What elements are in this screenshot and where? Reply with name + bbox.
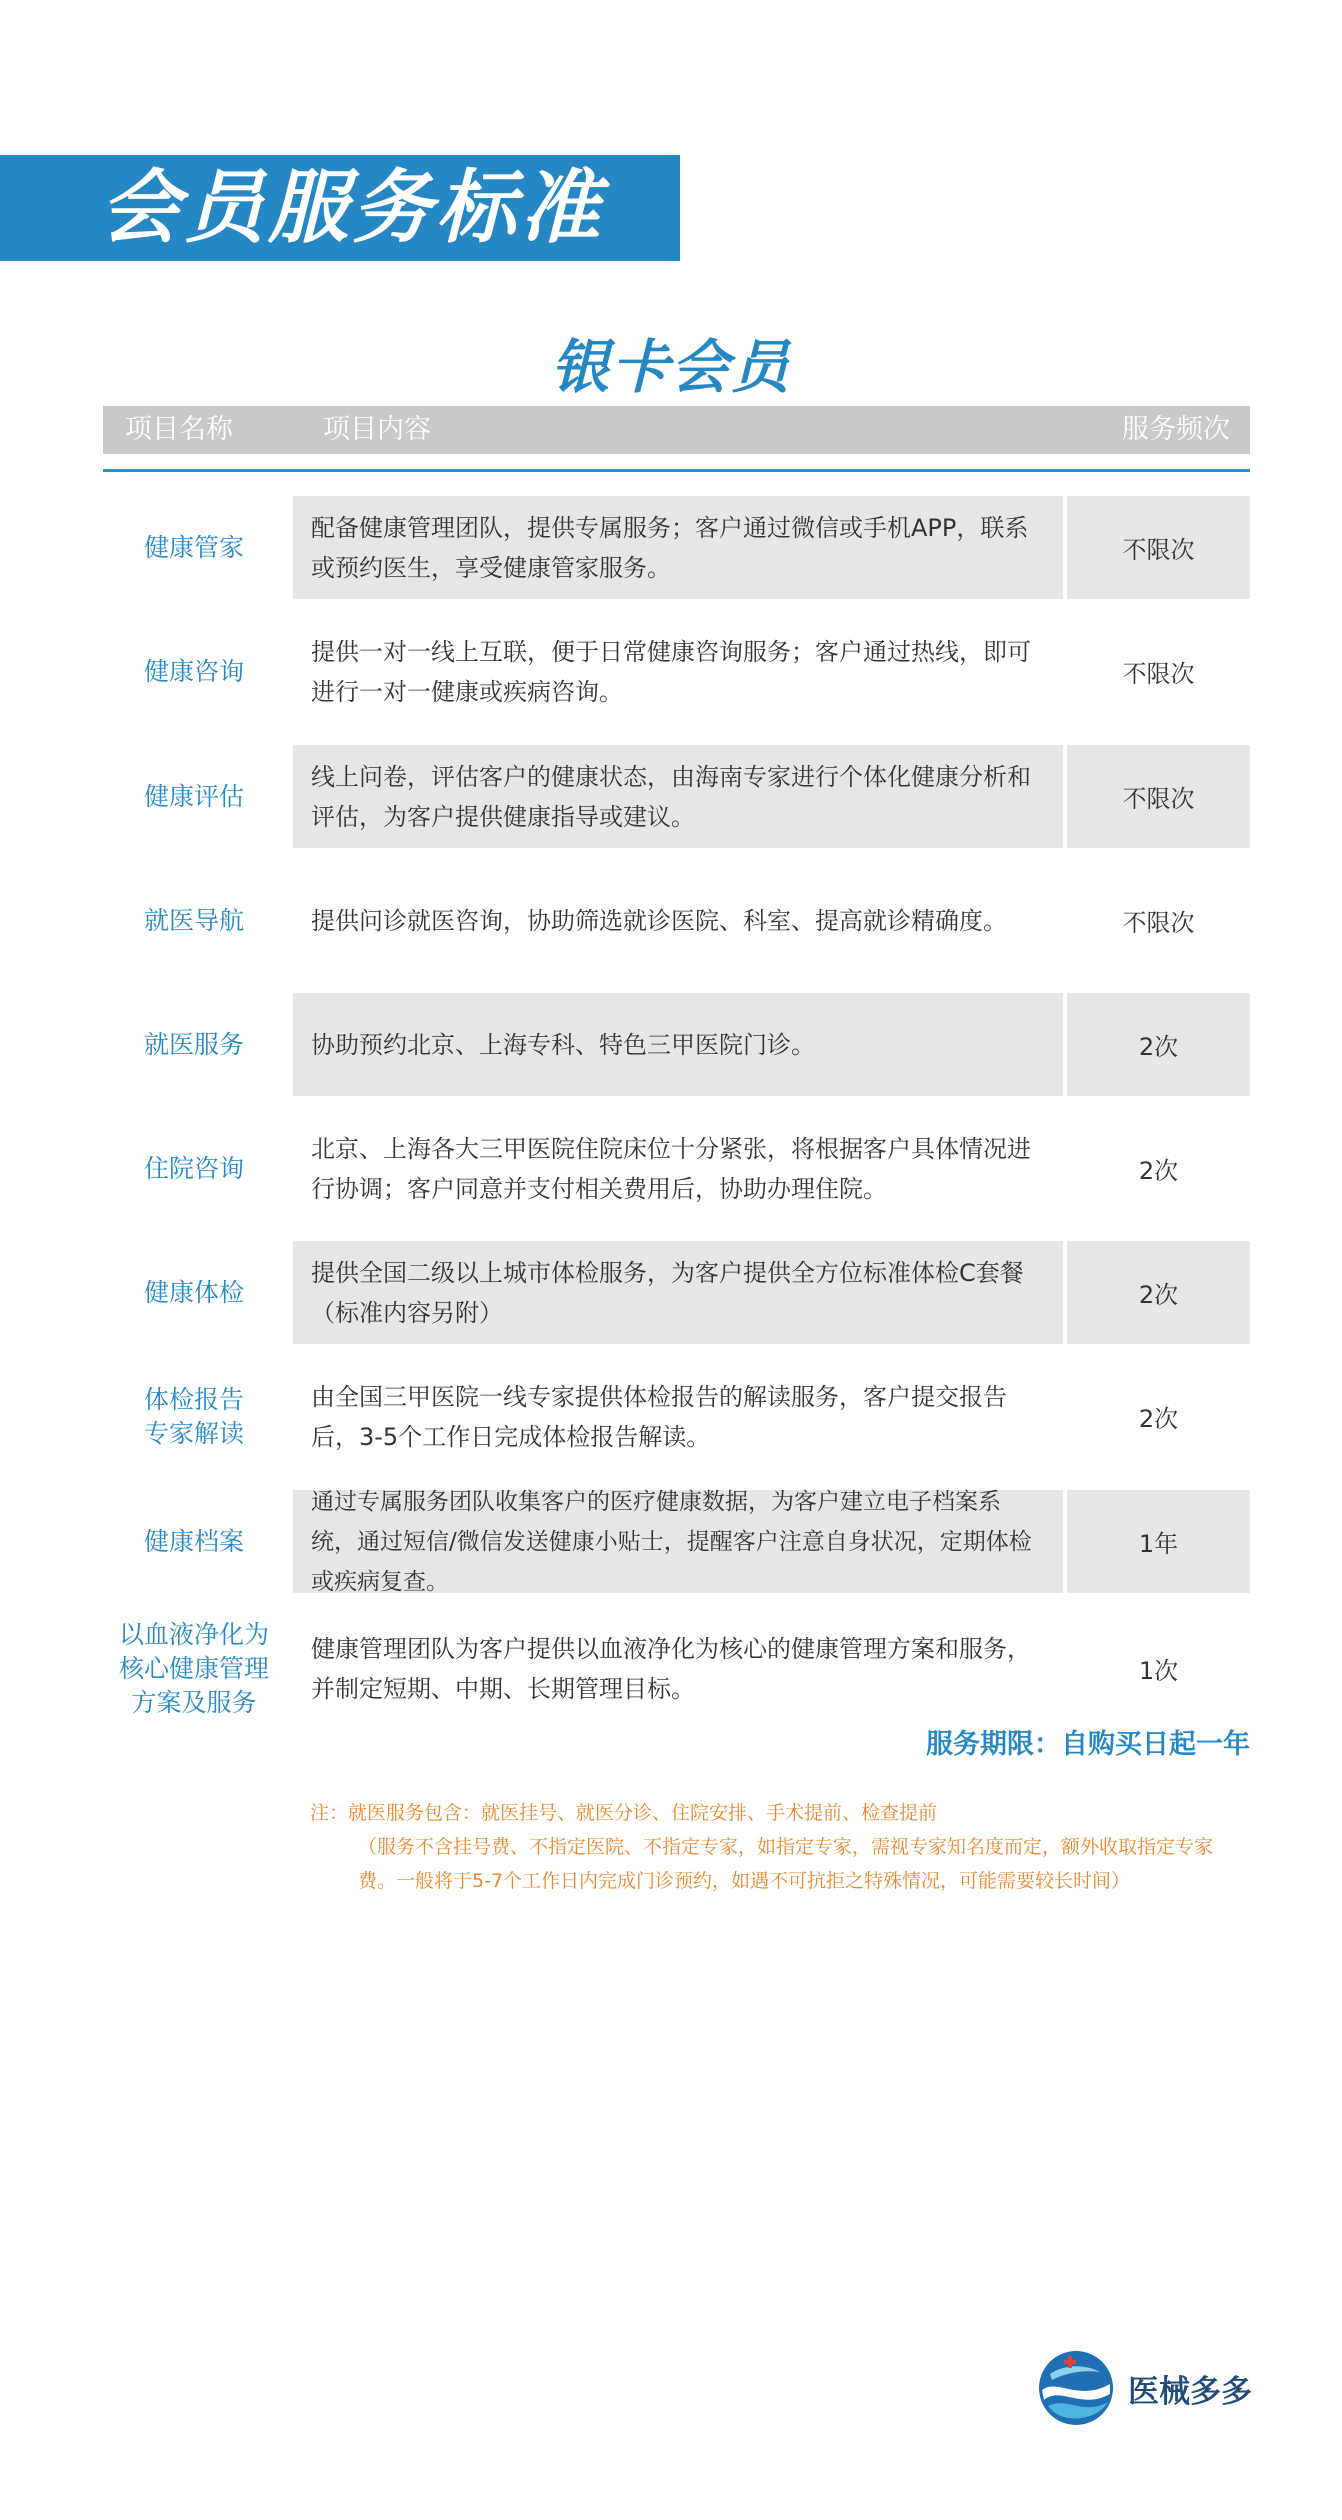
table-row — [0, 620, 1342, 723]
logo-mark-icon — [1038, 2350, 1114, 2426]
row-name: 健康档案 — [143, 1526, 244, 1556]
brand-logo — [1038, 2350, 1252, 2426]
row-frequency: 1年 — [1067, 1490, 1250, 1593]
row-name: 健康咨询 — [143, 656, 244, 686]
row-frequency: 2次 — [1138, 1157, 1179, 1185]
row-frequency: 2次 — [1138, 1405, 1179, 1433]
footnote — [310, 1796, 1250, 1898]
table-row — [0, 1241, 1342, 1344]
table-row — [0, 1490, 1342, 1593]
row-frequency: 2次 — [1067, 993, 1250, 1096]
table-row — [0, 1365, 1342, 1468]
footnote-line-1: 注：就医服务包含：就医挂号、就医分诊、住院安排、手术提前、检查提前 — [310, 1802, 938, 1824]
table-row — [0, 745, 1342, 848]
header-frequency: 服务频次 — [1122, 414, 1230, 445]
row-content: 通过专属服务团队收集客户的医疗健康数据，为客户建立电子档案系统，通过短信/微信发送健康小贴士，提醒客户注意自身状况，定期体检或疾病复查。 — [293, 1490, 1063, 1593]
service-deadline: 服务期限：自购买日起一年 — [926, 1729, 1250, 1760]
row-frequency: 2次 — [1067, 1241, 1250, 1344]
footnote-line-2: （服务不含挂号费、不指定医院、不指定专家，如指定专家，需视专家知名度而定，额外收取指定专家费。一般将于5-7个工作日内完成门诊预约，如遇不可抗拒之特殊情况，可能需要较长时间） — [358, 1836, 1214, 1892]
row-content: 配备健康管理团队，提供专属服务；客户通过微信或手机APP，联系或预约医生，享受健康管家服务。 — [293, 496, 1063, 599]
table-row — [0, 1617, 1342, 1720]
table-row — [0, 496, 1342, 599]
row-name: 以血液净化为核心健康管理方案及服务 — [118, 1619, 269, 1717]
row-frequency: 不限次 — [1067, 496, 1250, 599]
header-name: 项目名称 — [125, 414, 233, 445]
logo-text: 医械多多 — [1128, 2373, 1252, 2410]
row-content: 提供全国二级以上城市体检服务，为客户提供全方位标准体检C套餐（标准内容另附） — [293, 1241, 1063, 1344]
header-content: 项目内容 — [323, 414, 431, 445]
row-frequency: 不限次 — [1067, 745, 1250, 848]
row-content: 协助预约北京、上海专科、特色三甲医院门诊。 — [293, 993, 1063, 1096]
row-frequency: 不限次 — [1122, 909, 1195, 937]
row-content: 线上问卷，评估客户的健康状态，由海南专家进行个体化健康分析和评估，为客户提供健康指导或建议。 — [293, 745, 1063, 848]
row-frequency: 1次 — [1138, 1657, 1179, 1685]
table-row — [0, 869, 1342, 972]
row-name: 体检报告专家解读 — [143, 1384, 244, 1448]
table-row — [0, 1117, 1342, 1220]
membership-tier-title: 银卡会员 — [550, 333, 791, 401]
row-name: 住院咨询 — [143, 1153, 244, 1183]
row-content: 由全国三甲医院一线专家提供体检报告的解读服务，客户提交报告后，3-5个工作日完成体检报告解读。 — [311, 1382, 1007, 1451]
row-name: 就医导航 — [143, 905, 244, 935]
row-frequency: 不限次 — [1122, 660, 1195, 688]
row-content: 提供问诊就医咨询，协助筛选就诊医院、科室、提高就诊精确度。 — [311, 906, 1007, 935]
row-content: 提供一对一线上互联，便于日常健康咨询服务；客户通过热线，即可进行一对一健康或疾病咨询。 — [311, 637, 1031, 706]
table-row — [0, 993, 1342, 1096]
row-name: 健康体检 — [143, 1277, 244, 1307]
row-name: 就医服务 — [143, 1029, 244, 1059]
row-name: 健康管家 — [143, 532, 244, 562]
page-title: 会员服务标准 — [100, 161, 604, 254]
row-content: 北京、上海各大三甲医院住院床位十分紧张，将根据客户具体情况进行协调；客户同意并支付相关费用后，协助办理住院。 — [311, 1134, 1031, 1203]
row-content: 健康管理团队为客户提供以血液净化为核心的健康管理方案和服务，并制定短期、中期、长期管理目标。 — [311, 1634, 1031, 1703]
row-name: 健康评估 — [143, 781, 244, 811]
